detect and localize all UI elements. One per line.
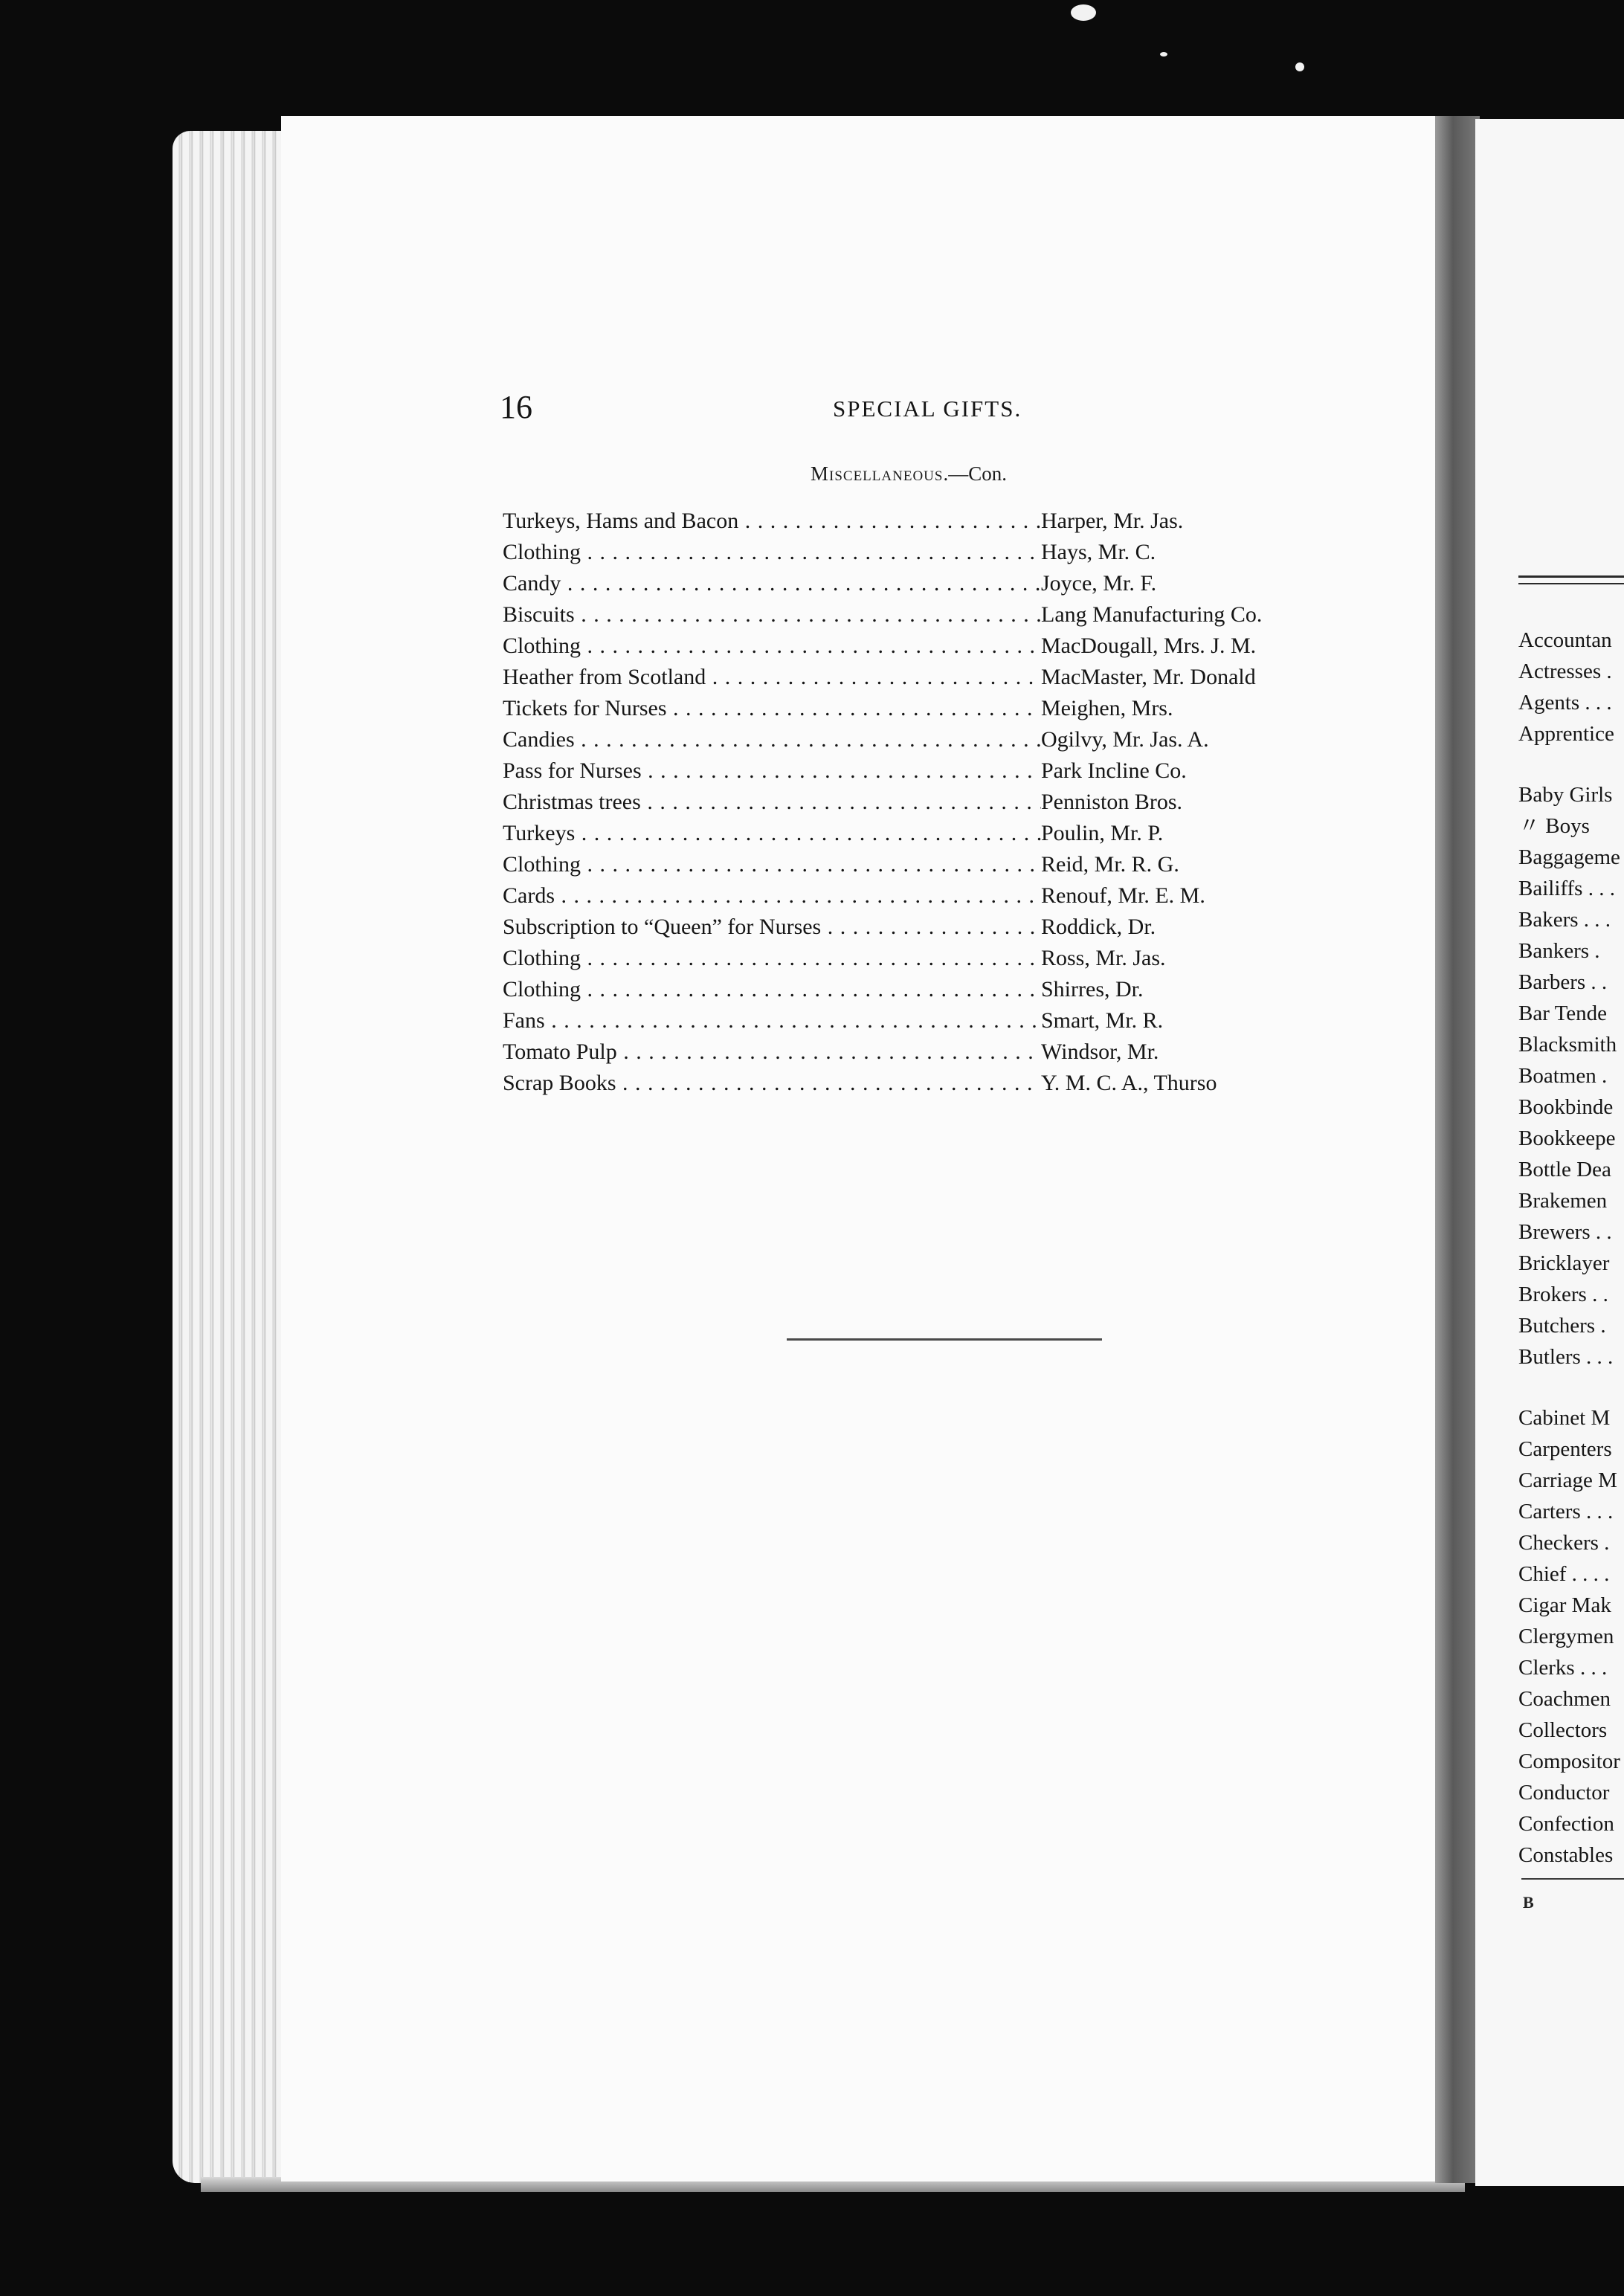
occupation-item: Checkers . — [1518, 1531, 1610, 1555]
gift-donor: MacMaster, Mr. Donald — [1041, 665, 1256, 689]
gift-donor: Hays, Mr. C. — [1041, 540, 1156, 564]
gift-item: Biscuits . . . — [503, 602, 1041, 628]
gift-item: Clothing . . . — [503, 946, 1041, 971]
gift-row — [503, 696, 1321, 727]
occupation-item: Brakemen — [1518, 1189, 1608, 1213]
occupation-item: Accountan — [1518, 628, 1612, 652]
gift-row — [503, 1071, 1321, 1102]
occupation-item: Chief . . . . — [1518, 1562, 1610, 1586]
gift-donor: Shirres, Dr. — [1041, 977, 1144, 1002]
gift-row — [503, 602, 1321, 633]
occupation-item: Blacksmith — [1518, 1033, 1617, 1057]
gift-item: Subscription to “Queen” for Nurses . . . — [503, 915, 1041, 940]
occupation-list — [1518, 625, 1624, 1871]
gift-item: Candies . . . — [503, 727, 1041, 752]
gift-item: Clothing . . . — [503, 852, 1041, 877]
occupation-item: Brewers . . — [1518, 1220, 1612, 1244]
gift-item: Turkeys . . . — [503, 821, 1041, 846]
section-title-main: Miscellaneous — [811, 462, 944, 485]
occupation-item: Carriage M — [1518, 1468, 1617, 1492]
gift-donor: Y. M. C. A., Thurso — [1041, 1071, 1217, 1095]
occupation-item: Brokers . . — [1518, 1283, 1608, 1306]
gift-donor: Roddick, Dr. — [1041, 915, 1156, 939]
page-number: 16 — [500, 389, 532, 425]
occupation-item: Bookkeepe — [1518, 1126, 1616, 1150]
gift-donor: Harper, Mr. Jas. — [1041, 509, 1184, 533]
gift-donor: Joyce, Mr. F. — [1041, 571, 1157, 596]
gift-row — [503, 915, 1321, 946]
book-gutter — [1435, 116, 1480, 2183]
gift-row — [503, 790, 1321, 821]
occupation-item: Bookbinde — [1518, 1095, 1614, 1119]
occupation-item: Boatmen . — [1518, 1064, 1608, 1088]
gift-donor: Poulin, Mr. P. — [1041, 821, 1164, 845]
dust-speck — [1071, 4, 1096, 21]
section-title-suffix: .—Con. — [943, 462, 1007, 485]
occupation-item: Conductor — [1518, 1781, 1610, 1805]
gift-item: Candy . . . — [503, 571, 1041, 596]
right-footer-rule — [1521, 1878, 1624, 1880]
gift-item: Tickets for Nurses . . . — [503, 696, 1041, 721]
gift-row — [503, 758, 1321, 790]
gift-item: Clothing . . . — [503, 540, 1041, 565]
gift-donor: Smart, Mr. R. — [1041, 1008, 1164, 1033]
gift-row — [503, 977, 1321, 1008]
dust-speck — [1160, 52, 1167, 57]
gift-item: Heather from Scotland . . . — [503, 665, 1041, 690]
occupation-item: Carpenters — [1518, 1437, 1612, 1461]
gift-donor: Penniston Bros. — [1041, 790, 1183, 814]
gift-row — [503, 665, 1321, 696]
occupation-item: Agents . . . — [1518, 691, 1612, 715]
occupation-item: Actresses . — [1518, 660, 1612, 683]
occupation-item: Bakers . . . — [1518, 908, 1611, 932]
gift-donor: Lang Manufacturing Co. — [1041, 602, 1263, 627]
occupation-item: Butlers . . . — [1518, 1345, 1614, 1369]
occupation-item: Baggageme — [1518, 845, 1620, 869]
occupation-item: Carters . . . — [1518, 1500, 1614, 1523]
occupation-item: Bankers . — [1518, 939, 1600, 963]
gift-item: Scrap Books . . . — [503, 1071, 1041, 1096]
occupation-item: Bottle Dea — [1518, 1158, 1611, 1181]
gift-donor: MacDougall, Mrs. J. M. — [1041, 633, 1257, 658]
occupation-item: Bailiffs . . . — [1518, 877, 1615, 900]
occupation-item: Clergymen — [1518, 1625, 1614, 1648]
gift-row — [503, 852, 1321, 883]
section-title — [811, 462, 1007, 486]
gift-item: Pass for Nurses . . . — [503, 758, 1041, 784]
occupation-item: Coachmen — [1518, 1687, 1611, 1711]
gift-row — [503, 571, 1321, 602]
occupation-item: Collectors — [1518, 1718, 1608, 1742]
page-edges — [173, 131, 291, 2183]
left-page — [281, 116, 1441, 2181]
occupation-item: Confection — [1518, 1812, 1614, 1836]
section-divider — [787, 1338, 1102, 1341]
occupation-item: Apprentice — [1518, 722, 1614, 746]
gift-donor: Reid, Mr. R. G. — [1041, 852, 1179, 877]
gift-donor: Ogilvy, Mr. Jas. A. — [1041, 727, 1209, 752]
occupation-item: Cigar Mak — [1518, 1593, 1611, 1617]
occupation-item: 〃 Boys — [1518, 814, 1590, 838]
gift-item: Cards . . . — [503, 883, 1041, 909]
gift-row — [503, 883, 1321, 915]
occupation-item: Clerks . . . — [1518, 1656, 1608, 1680]
gift-donor: Renouf, Mr. E. M. — [1041, 883, 1205, 908]
gift-row — [503, 1039, 1321, 1071]
gift-row — [503, 633, 1321, 665]
gift-row — [503, 946, 1321, 977]
gift-item: Clothing . . . — [503, 633, 1041, 659]
gift-row — [503, 1008, 1321, 1039]
occupation-item: Constables — [1518, 1843, 1614, 1867]
gift-donor: Park Incline Co. — [1041, 758, 1187, 783]
gift-item: Christmas trees . . . — [503, 790, 1041, 815]
occupation-item: Compositor — [1518, 1750, 1620, 1773]
gift-donor: Windsor, Mr. — [1041, 1039, 1159, 1064]
group-gap — [1518, 1373, 1624, 1402]
gift-row — [503, 540, 1321, 571]
occupation-item: Bricklayer — [1518, 1251, 1610, 1275]
gift-donor: Meighen, Mrs. — [1041, 696, 1173, 720]
right-header-rule — [1518, 575, 1624, 578]
gift-item: Fans . . . — [503, 1008, 1041, 1033]
gift-list — [503, 509, 1321, 1102]
gift-item: Tomato Pulp . . . — [503, 1039, 1041, 1065]
gift-row — [503, 727, 1321, 758]
group-gap — [1518, 749, 1624, 779]
occupation-item: Barbers . . — [1518, 970, 1608, 994]
dust-speck — [1295, 62, 1304, 71]
occupation-item: Bar Tende — [1518, 1002, 1608, 1025]
running-head: SPECIAL GIFTS. — [833, 396, 1022, 422]
occupation-item: Baby Girls — [1518, 783, 1613, 807]
gift-row — [503, 509, 1321, 540]
signature-mark: B — [1523, 1893, 1534, 1912]
right-header-rule — [1518, 583, 1624, 584]
gift-item: Clothing . . . — [503, 977, 1041, 1002]
gift-row — [503, 821, 1321, 852]
occupation-item: Cabinet M — [1518, 1406, 1611, 1430]
gift-donor: Ross, Mr. Jas. — [1041, 946, 1166, 970]
gift-item: Turkeys, Hams and Bacon . . . — [503, 509, 1041, 534]
occupation-item: Butchers . — [1518, 1314, 1606, 1338]
